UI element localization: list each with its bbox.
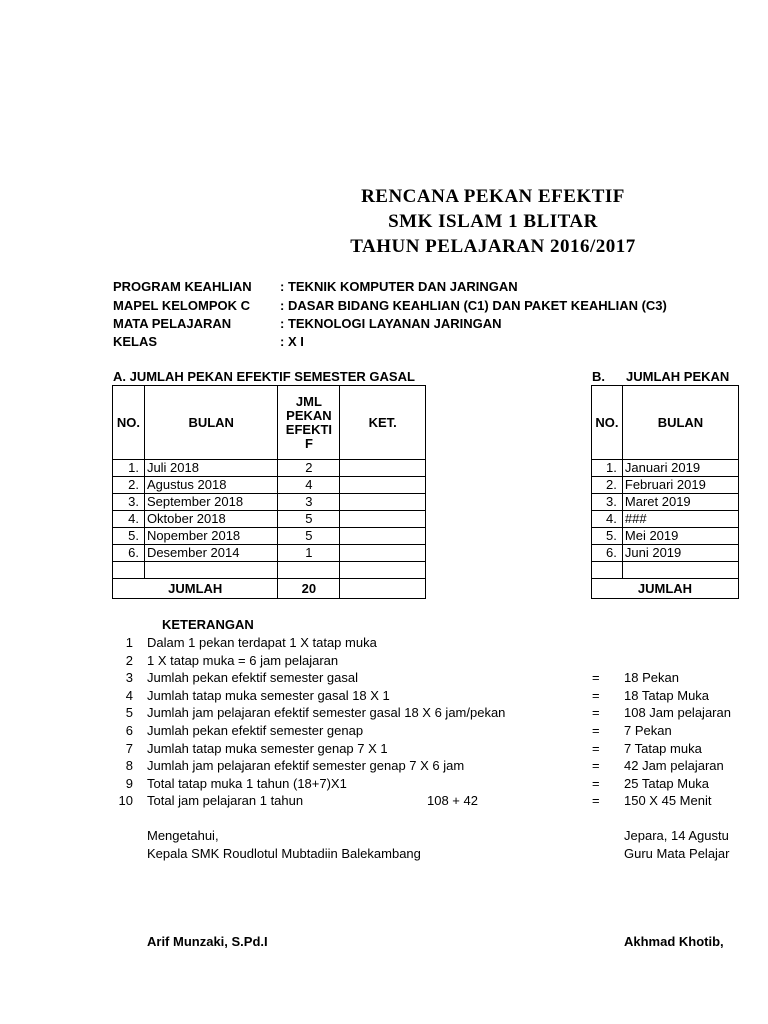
keterangan-text: Jumlah jam pelajaran efektif semester gasal 18 X 6 jam/pekan: [147, 705, 506, 721]
sig-left-line2: Kepala SMK Roudlotul Mubtadiin Balekambang: [147, 846, 421, 861]
info-value-mata-pelajaran: : TEKNOLOGI LAYANAN JARINGAN: [280, 316, 502, 331]
row-bulan: Oktober 2018: [144, 511, 278, 528]
keterangan-text: Total jam pelajaran 1 tahun: [147, 793, 304, 809]
table-row: [113, 511, 426, 528]
keterangan-text: Dalam 1 pekan terdapat 1 X tatap muka: [147, 635, 377, 650]
total-ket: [340, 579, 426, 599]
row-no: 1.: [592, 460, 623, 477]
table-row-empty: [113, 562, 426, 579]
row-ket: [340, 477, 426, 494]
section-b-heading: JUMLAH PEKAN: [626, 369, 730, 384]
total-label: JUMLAH: [113, 579, 278, 599]
sig-left-name: Arif Munzaki, S.Pd.I: [147, 934, 268, 949]
keterangan-heading: KETERANGAN: [162, 617, 254, 632]
table-row: [113, 494, 426, 511]
keterangan-number: 9: [125, 775, 133, 791]
keterangan-equals: =: [592, 793, 600, 809]
table-row: [592, 494, 739, 511]
row-no: 4.: [113, 511, 145, 528]
row-bulan: Agustus 2018: [144, 477, 278, 494]
row-ket: [340, 528, 426, 545]
row-no: 3.: [113, 494, 145, 511]
row-jml: 4: [278, 477, 340, 494]
keterangan-number: 2: [125, 652, 133, 668]
keterangan-value: 18 Tatap Muka: [624, 687, 710, 703]
table-header-row: [592, 386, 739, 460]
row-no: 6.: [592, 545, 623, 562]
doc-title: RENCANA PEKAN EFEKTIF: [361, 186, 625, 207]
row-no: 1.: [113, 460, 145, 477]
table-row: [592, 511, 739, 528]
keterangan-value: 7 Tatap muka: [624, 740, 702, 756]
row-ket: [340, 460, 426, 477]
keterangan-value: 150 X 45 Menit: [624, 793, 712, 809]
table-row: [592, 545, 739, 562]
row-no: 2.: [592, 477, 623, 494]
info-value-program: : TEKNIK KOMPUTER DAN JARINGAN: [280, 279, 518, 294]
table-row: [592, 528, 739, 545]
keterangan-value: 25 Tatap Muka: [624, 775, 710, 791]
keterangan-number: 7: [125, 740, 133, 756]
keterangan-text: Jumlah jam pelajaran efektif semester genap 7 X 6 jam: [147, 758, 465, 774]
row-bulan: Mei 2019: [622, 528, 738, 545]
info-value-kelas: : X I: [280, 334, 304, 349]
keterangan-number: 10: [118, 793, 133, 809]
row-no: 5.: [592, 528, 623, 545]
keterangan-equals: =: [592, 740, 600, 756]
keterangan-value: 42 Jam pelajaran: [624, 758, 724, 774]
keterangan-text: Jumlah tatap muka semester genap 7 X 1: [147, 740, 388, 756]
col-header-jml: [278, 386, 340, 460]
row-jml: 5: [278, 528, 340, 545]
keterangan-text: Jumlah tatap muka semester gasal 18 X 1: [147, 687, 390, 703]
keterangan-number: 8: [125, 758, 133, 774]
academic-year: TAHUN PELAJARAN 2016/2017: [350, 236, 636, 257]
info-value-mapel: : DASAR BIDANG KEAHLIAN (C1) DAN PAKET KEAHLIAN (C3): [280, 298, 667, 313]
table-semester-genap: [591, 385, 739, 599]
info-label-kelas: KELAS: [113, 334, 158, 349]
keterangan-equals: =: [592, 670, 600, 686]
row-jml: 1: [278, 545, 340, 562]
col-header-no: NO.: [113, 386, 145, 460]
table-total-row: [113, 579, 426, 599]
table-row: [113, 528, 426, 545]
col-header-bulan: BULAN: [144, 386, 278, 460]
row-jml: 2: [278, 460, 340, 477]
row-bulan: Februari 2019: [622, 477, 738, 494]
col-header-jml-line: F: [304, 435, 313, 451]
keterangan-number: 5: [125, 705, 133, 721]
keterangan-value: 7 Pekan: [624, 723, 672, 738]
row-no: 4.: [592, 511, 623, 528]
table-total-row: [592, 579, 739, 599]
col-header-no: NO.: [592, 386, 623, 460]
col-header-bulan: BULAN: [622, 386, 738, 460]
row-ket: [340, 545, 426, 562]
row-bulan: Juli 2018: [144, 460, 278, 477]
table-row: [592, 460, 739, 477]
keterangan-number: 3: [125, 670, 133, 686]
keterangan-number: 6: [125, 723, 133, 738]
sig-right-name: Akhmad Khotib,: [624, 934, 724, 949]
keterangan-equals: =: [592, 687, 600, 703]
sig-left-line1: Mengetahui,: [147, 828, 219, 843]
row-bulan: Nopember 2018: [144, 528, 278, 545]
keterangan-text: 1 X tatap muka = 6 jam pelajaran: [147, 652, 339, 668]
info-label-program: PROGRAM KEAHLIAN: [113, 279, 252, 294]
keterangan-value: 108 Jam pelajaran: [624, 705, 731, 721]
col-header-jml-line: PEKAN: [286, 407, 332, 423]
keterangan-text: Jumlah pekan efektif semester genap: [147, 723, 364, 738]
row-no: 6.: [113, 545, 145, 562]
row-no: 5.: [113, 528, 145, 545]
row-bulan: September 2018: [144, 494, 278, 511]
keterangan-text: Total tatap muka 1 tahun (18+7)X1: [147, 775, 347, 791]
keterangan-equals: =: [592, 775, 600, 791]
row-bulan: Januari 2019: [622, 460, 738, 477]
school-name: SMK ISLAM 1 BLITAR: [388, 211, 598, 232]
row-bulan: Maret 2019: [622, 494, 738, 511]
keterangan-value: 18 Pekan: [624, 670, 679, 686]
info-label-mata-pelajaran: MATA PELAJARAN: [113, 316, 232, 331]
table-semester-gasal: [112, 385, 426, 599]
row-bulan: ###: [622, 511, 738, 528]
sig-right-line2: Guru Mata Pelajar: [624, 846, 730, 861]
row-jml: 3: [278, 494, 340, 511]
total-value: 20: [278, 579, 340, 599]
keterangan-equals: =: [592, 723, 600, 738]
keterangan-equals: =: [592, 705, 600, 721]
keterangan-number: 1: [125, 635, 133, 650]
keterangan-equals: =: [592, 758, 600, 774]
row-ket: [340, 494, 426, 511]
info-label-mapel: MAPEL KELOMPOK C: [113, 298, 250, 313]
col-header-ket: KET.: [340, 386, 426, 460]
total-label: JUMLAH: [592, 579, 739, 599]
table-row-empty: [592, 562, 739, 579]
col-header-jml-line: EFEKTI: [285, 421, 333, 437]
row-no: 2.: [113, 477, 145, 494]
row-jml: 5: [278, 511, 340, 528]
section-a-heading: A. JUMLAH PEKAN EFEKTIF SEMESTER GASAL: [113, 369, 415, 384]
row-bulan: Juni 2019: [622, 545, 738, 562]
table-header-row: [113, 386, 426, 460]
table-row: [113, 545, 426, 562]
keterangan-extra: 108 + 42: [427, 793, 478, 809]
row-no: 3.: [592, 494, 623, 511]
table-row: [113, 460, 426, 477]
col-header-jml-line: JML: [295, 393, 322, 409]
row-ket: [340, 511, 426, 528]
section-b-letter: B.: [592, 369, 605, 384]
sig-right-line1: Jepara, 14 Agustu: [624, 828, 729, 843]
table-row: [113, 477, 426, 494]
table-row: [592, 477, 739, 494]
row-bulan: Desember 2014: [144, 545, 278, 562]
keterangan-number: 4: [125, 687, 133, 703]
keterangan-text: Jumlah pekan efektif semester gasal: [147, 670, 358, 686]
